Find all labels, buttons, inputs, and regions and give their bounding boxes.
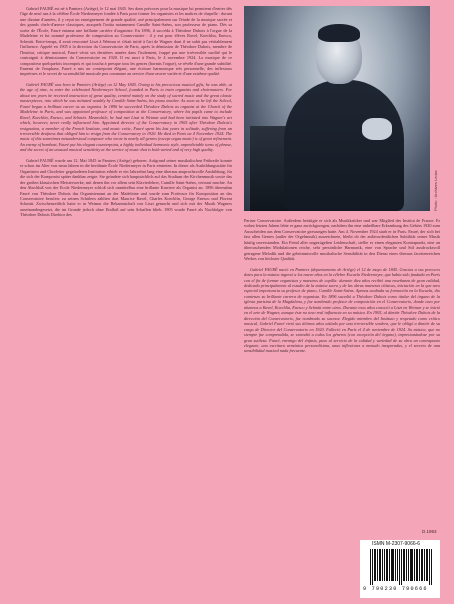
barcode-number: 9 790230 790666: [363, 586, 428, 592]
photo-credit: Photo : Archives Leduc: [433, 170, 438, 211]
biography-spanish: Gabriel FAURÉ nació en Pamiers (departamento de Ariège) el 12 de mayo de 1845. Gracias a sus precoces dotes para la música ingresó a los nueve años en la célebre Escuela Niedermeyer, que había sido fundada en París con el fin de formar organistas y maestros de capilla: durante diez años recibió una enseñanza de gran calidad, dedicada principalmente al estudio de la música sacra y de las obras maestras clásicas, iniciación en la que tuvo especial importancia su profesor de piano, Camille Saint-Saëns. Apenas acabada su formación en la Escuela, dio comienzo su brillante carrera de organista. En 1896 sucedió a Théodore Dubois como titular del órgano de la iglesia parisina de la Magdalena, y fue nombrado profesor de composición en el Conservatorio, donde tuvo por alumnos a Ravel, Koechlin, Enesco y Schmitt entre otros. Durante esos años conoció a Liszt en Weimar y se inició en el arte de Wagner, aunque éste no tuvo real influencia en su música. En 1905, al dimitir Théodore Dubois de la dirección del Conservatorio, fue nombrado su sucesor. Elegido miembro del Instituto y respetado como crítico musical, Gabriel Fauré vivió sus últimos años aislado por una irreversible sordera, que le obligó a dimitir de su cargo de Director del Conservatorio en 1920. Falleció en París el 4 de noviembre de 1924. Su música, que no siempre fue comprendida, se extendió a todos los géneros (con excepción del órgano), impresionándose por su gran sutileza. Fauré, enemigo del énfasis, puso al servicio de la calidad y variedad de su obra un contrapunto elegante, una escritura armónica personalísima, unas inflexiones a menudo inesperadas, y el secreto de una sensibilidad musical nada frecuente.: [244, 266, 440, 354]
biography-left-column: [20, 6, 232, 223]
catalog-code: D.1993: [422, 529, 437, 534]
figure-hair: [318, 24, 360, 42]
figure-hand: [362, 118, 392, 140]
ismn-label: ISMN M-2307-9066-6: [372, 541, 421, 547]
biography-right-column: [244, 218, 440, 359]
barcode-icon: [370, 549, 432, 585]
composer-photo: [244, 6, 430, 211]
figure-body: [284, 80, 404, 211]
biography-french: Gabriel FAURÉ est né à Pamiers (Ariège), le 12 mai 1845. Ses dons précoces pour la musique lui permirent d'entrer dès l'âge de neuf ans à la célèbre École Niedermeyer fondée à Paris pour former les organistes et les maîtres de chapelle : durant une dizaine d'années, il y reçut un enseignement de grande qualité, axé principalement sur l'étude de la musique sacrée et des grands chefs-d'œuvre classiques, auxquels l'initia notamment Camille Saint-Saëns, son professeur de piano. Dès sa sortie de l'École, Fauré entama une brillante carrière d'organiste. En 1896, il succéda à Théodore Dubois à l'orgue de la Madeleine et fut nommé professeur de composition au Conservatoire : il y eut pour élèves Ravel, Koechlin, Enesco, Schmitt. Entre-temps, il avait rencontré Liszt à Weimar et s'était initié à l'art de Wagner dont il ne subit pas véritablement l'influence. Appelé en 1905 à la direction du Conservatoire de Paris, après la démission de Théodore Dubois, membre de l'Institut, critique musical, Fauré vécut ses dernières années dans l'isolement, frappé par une irréversible surdité qui le contraignit à démissionner du Conservatoire en 1920. Il est mort à Paris, le 4 novembre 1924. La musique de ce compositeur quelquefois incompris et qui toucha à presque tous les genres (hormis l'orgue), se révèle d'une grande subtilité. Ennemi de l'emphase, Fauré a mis un contrepoint élégant, une écriture harmonique très personnelle, des inflexions imprévues et le secret de sa sensibilité musicale peu commune au service d'une œuvre variée et d'une extrême qualité.: [20, 6, 232, 77]
biography-english: Gabriel FAURÉ was born in Pamiers (Ariège) on 12 May 1845. Owing to his precocious musical gifts, he was able, at the age of nine, to enter the celebrated Niedermeyer School, founded in Paris to train organists and choirmasters. For about ten years he received instruction of great quality, centred mainly on the study of sacred music and the great classic masterpieces, into which he was initiated notably by Camille Saint-Saëns, his piano teacher. As soon as he left the School, Fauré began a brilliant career as an organist. In 1896 he succeeded Théodore Dubois as organist at the Church of the Madeleine in Paris, and was appointed professor of composition at the Conservatory, where his pupils came to include Ravel, Koechlin, Enesco, and Schmitt. Meanwhile, he had met Liszt in Weimar and had been initiated into Wagner's art which, however, never really influenced him. Appointed director of the Conservatory in 1905 after Théodore Dubois's resignation, a member of the French Institute, and music critic, Fauré spent his last years in solitude, suffering from an irreversible deafness that obliged him to resign from the Conservatory in 1920. He died in Paris on 4 November 1924. The music of this sometimes misunderstood composer who wrote in nearly all genres (except organ music) is of great refinement. An enemy of bombast, Fauré put his elegant counterpoint, a highly individual harmonic style, unpredictable turns of phrase, and the secret of an unusual musical sensitivity at the service of music that is both varied and of very high quality.: [20, 81, 232, 153]
biography-german-continued: Pariser Conservatoire. Außerdem betätigte er sich als Musikkritiker und war Mitglied des Institut de France. Er wohnt letzten Jahren lebte er ganz zurückgezogen, nachdem ihn eine unheilbare Erkrankung des Gehörs 1920 zum Ausscheiden aus dem Conservatoire gezwungen hatte. Am 4. November 1924 starb er in Paris. Fauré, der sich bei fast allen Genres (außer der Orgelmusik) auszeichnete, bleibt ob der außerordentlichen Subtilität seiner Musik häufig unverstanden. Ein Feind aller ungezügelten Leidenschaft, stellte er einen eleganten Kontrapunkt, eine an überraschenden Modulationen reiche, sehr persönliche Harmonik, eine von Sprache und Stil ausdrucksvoll getragene Melodik und die geheimnisvolle musikalische Sensibilität in den Dienst eines überaus facettenreichen Werkes von höchster Qualität.: [244, 218, 440, 262]
biography-german: Gabriel FAURÉ wurde am 12. Mai 1845 in Pamiers (Ariège) geboren. Aufgrund seiner musikalischen Frühreife konnte er schon im Alter von neun Jahren in die berühmte École Niedermeyer in Paris eintreten. In dieser als Ausbildungsstätte für Organisten und Chorleiter gegründeten Institution erhielt er ein Jahrzehnt lang eine überaus anspruchsvolle Ausbildung, für die sich der Komponist später dankbar zeigte. Sie gründete sich hauptsächlich auf das Studium der Kirchenmusik sowie das der großen klassischen Meisterwerke, mit denen ihn vor allem sein Klavierlehrer, Camille Saint-Saëns, vertraut machte. An den Abschluß von der Ecole Niedermeyer schloß sich unmittelbar eine brillante Karriere als Organist an. 1896 übernahm Fauré von Théodore Dubois das Organistenamt an der Madeleine und wurde zum Professor für Komposition an das Conservatoire berufen: zu seinen Schülern zählten dort Maurice Ravel, Charles Koechlin, George Enescu und Florent Schmitt. Zwischenzeitlich hatte er in Weimar die Bekanntschaft von Liszt gemacht und sich mit der Musik Wagners auseinandergesetzt, die im Grunde jedoch ohne Einfluß auf sein Schaffen blieb. 1905 wurde Fauré als Nachfolger von Théodore Dubois Direktor des: [20, 157, 232, 218]
